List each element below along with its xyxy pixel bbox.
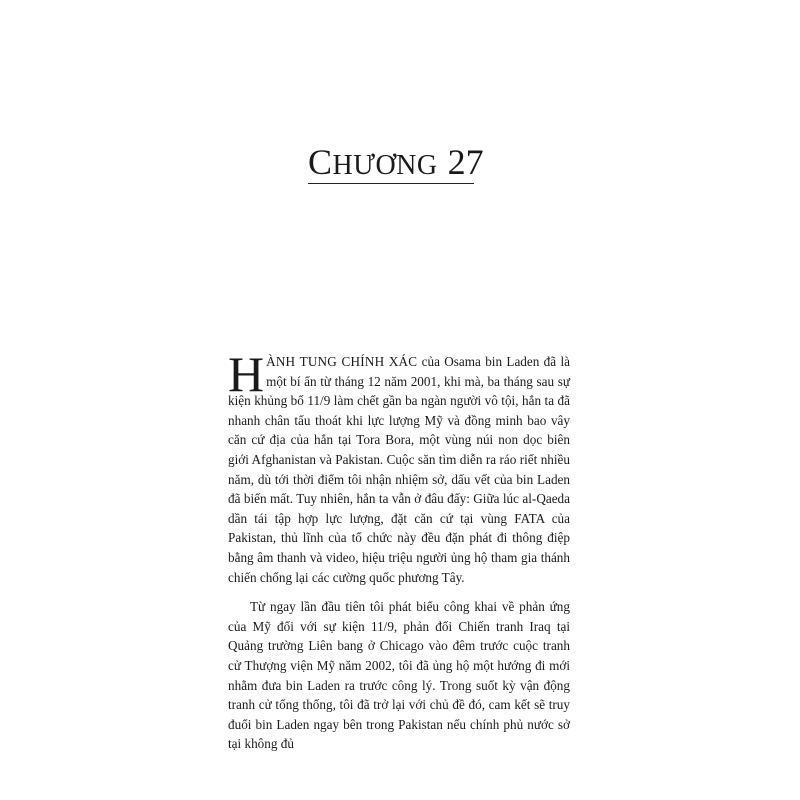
paragraph-2-text: Từ ngay lần đầu tiên tôi phát biểu công khai về phản ứng của Mỹ đối với sự kiện 11/9, phản đối Chiến tranh Iraq tại Quảng trường Liên bang ở Chicago vào đêm trước cuộc tranh cử Thượng viện Mỹ năm 2002, tôi đã ủng hộ một hướng đi mới nhằm đưa bin Laden ra trước công lý. Trong suốt kỳ vận động tranh cử tổng thống, tôi đã trở lại với chủ đề đó, cam kết sẽ truy đuổi bin Laden ngay bên trong Pakistan nếu chính phủ nước sở tại không đủ (228, 599, 570, 752)
chapter-heading (308, 140, 484, 184)
paragraph-1-text: của Osama bin Laden đã là một bí ẩn từ tháng 12 năm 2001, khi mà, ba tháng sau sự kiện khủng bố 11/9 làm chết gần ba ngàn người vô tội, hắn ta đã nhanh chân tẩu thoát khi lực lượng Mỹ và đồng minh bao vây căn cứ địa của hắn tại Tora Bora, một vùng núi non dọc biên giới Afghanistan và Pakistan. Cuộc săn tìm diễn ra ráo riết nhiều năm, dù tới thời điểm tôi nhận nhiệm sở, dấu vết của bin Laden đã biến mất. Tuy nhiên, hắn ta vẫn ở đâu đấy: Giữa lúc al-Qaeda dần tái tập hợp lực lượng, đặt căn cứ tại vùng FATA của Pakistan, thủ lĩnh của tổ chức này đều đặn phát đi thông điệp bằng âm thanh và video, hiệu triệu người ủng hộ tham gia thánh chiến chống lại các cường quốc phương Tây. (228, 354, 570, 585)
lead-in-caps: ÀNH TUNG CHÍNH XÁC (266, 354, 418, 369)
chapter-number: 27 (447, 142, 484, 182)
paragraph-1 (228, 346, 570, 587)
chapter-title-rest: HƯƠNG (332, 150, 438, 181)
body-text (228, 346, 570, 754)
chapter-title (308, 142, 438, 182)
chapter-title-initial: C (308, 142, 333, 182)
drop-cap: H (228, 346, 265, 402)
paragraph-2 (228, 597, 570, 754)
